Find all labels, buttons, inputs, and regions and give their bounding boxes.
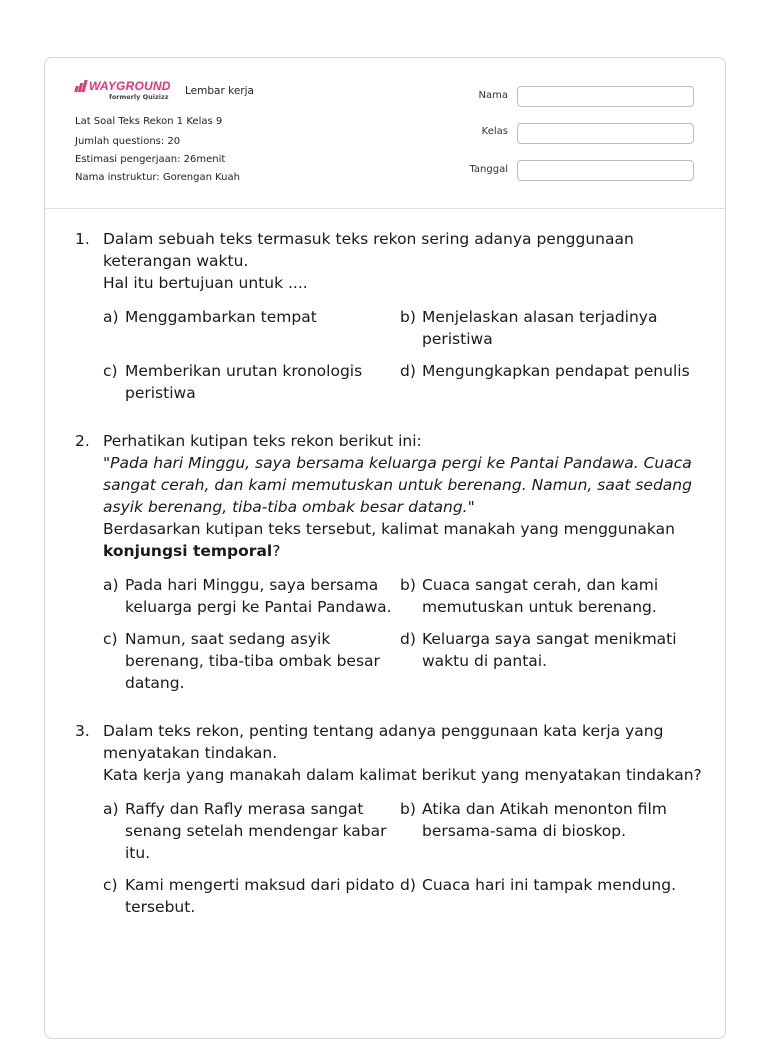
question-text: Perhatikan kutipan teks rekon berikut ini: "Pada hari Minggu, saya bersama keluarga pergi ke Pantai Pandawa. Cuaca sangat cerah, dan kami memutuskan untuk berenang. Namun, saat sedang asyik berenang, tiba-tiba ombak besar datang." Berdasarkan kutipan teks tersebut, kalimat manakah yang menggunakan konjungsi temporal? [103, 430, 705, 562]
question-number: 2. [75, 432, 90, 450]
option-c[interactable]: c) Memberikan urutan kronologis peristiwa [103, 362, 363, 402]
question-text: Dalam teks rekon, penting tentang adanya penggunaan kata kerja yang menyatakan tindakan. Kata kerja yang manakah dalam kalimat berikut yang menyatakan tindakan? [103, 722, 702, 784]
question-1 [75, 228, 705, 404]
document-type: Lembar kerja [185, 85, 254, 97]
brand-subtitle: formerly Quizizz [109, 93, 169, 101]
class-label: Kelas [481, 126, 508, 137]
answer-options [103, 798, 705, 918]
instructor-name: Nama instruktur: Gorengan Kuah [75, 172, 240, 183]
option-a[interactable]: a) Menggambarkan tempat [103, 308, 317, 326]
worksheet-header [45, 58, 725, 209]
option-c[interactable]: c) Kami mengerti maksud dari pidato tersebut. [103, 876, 395, 916]
name-field[interactable] [517, 86, 694, 107]
option-a[interactable]: a) Pada hari Minggu, saya bersama keluarga pergi ke Pantai Pandawa. [103, 576, 392, 616]
worksheet [44, 57, 726, 1039]
question-3 [75, 720, 705, 918]
option-b[interactable]: b) Menjelaskan alasan terjadinya peristiwa [400, 308, 658, 348]
answer-options [103, 306, 705, 404]
option-d[interactable]: d) Cuaca hari ini tampak mendung. [400, 876, 677, 894]
logo-icon [75, 80, 86, 92]
brand-logo [75, 80, 171, 101]
question-list [75, 228, 705, 936]
worksheet-title: Lat Soal Teks Rekon 1 Kelas 9 [75, 116, 223, 127]
answer-options [103, 574, 705, 694]
brand-name: WAYGROUND [89, 79, 171, 93]
question-count: Jumlah questions: 20 [75, 136, 181, 147]
date-field[interactable] [517, 160, 694, 181]
estimated-duration: Estimasi pengerjaan: 26menit [75, 154, 226, 165]
class-field[interactable] [517, 123, 694, 144]
date-label: Tanggal [469, 164, 508, 175]
option-d[interactable]: d) Keluarga saya sangat menikmati waktu di pantai. [400, 630, 677, 670]
option-c[interactable]: c) Namun, saat sedang asyik berenang, tiba-tiba ombak besar datang. [103, 630, 380, 692]
quoted-text: "Pada hari Minggu, saya bersama keluarga pergi ke Pantai Pandawa. Cuaca sangat cerah, dan kami memutuskan untuk berenang. Namun, saat sedang asyik berenang, tiba-tiba ombak besar datang." [103, 454, 692, 516]
question-2 [75, 430, 705, 694]
question-number: 1. [75, 230, 90, 248]
option-b[interactable]: b) Atika dan Atikah menonton film bersama-sama di bioskop. [400, 800, 667, 840]
name-label: Nama [478, 90, 508, 101]
emphasized-term: konjungsi temporal [103, 542, 273, 560]
option-b[interactable]: b) Cuaca sangat cerah, dan kami memutuskan untuk berenang. [400, 576, 659, 616]
question-number: 3. [75, 722, 90, 740]
question-text: Dalam sebuah teks termasuk teks rekon sering adanya penggunaan keterangan waktu. Hal itu bertujuan untuk .... [103, 230, 634, 292]
option-d[interactable]: d) Mengungkapkan pendapat penulis [400, 362, 690, 380]
option-a[interactable]: a) Raffy dan Rafly merasa sangat senang setelah mendengar kabar itu. [103, 800, 387, 862]
